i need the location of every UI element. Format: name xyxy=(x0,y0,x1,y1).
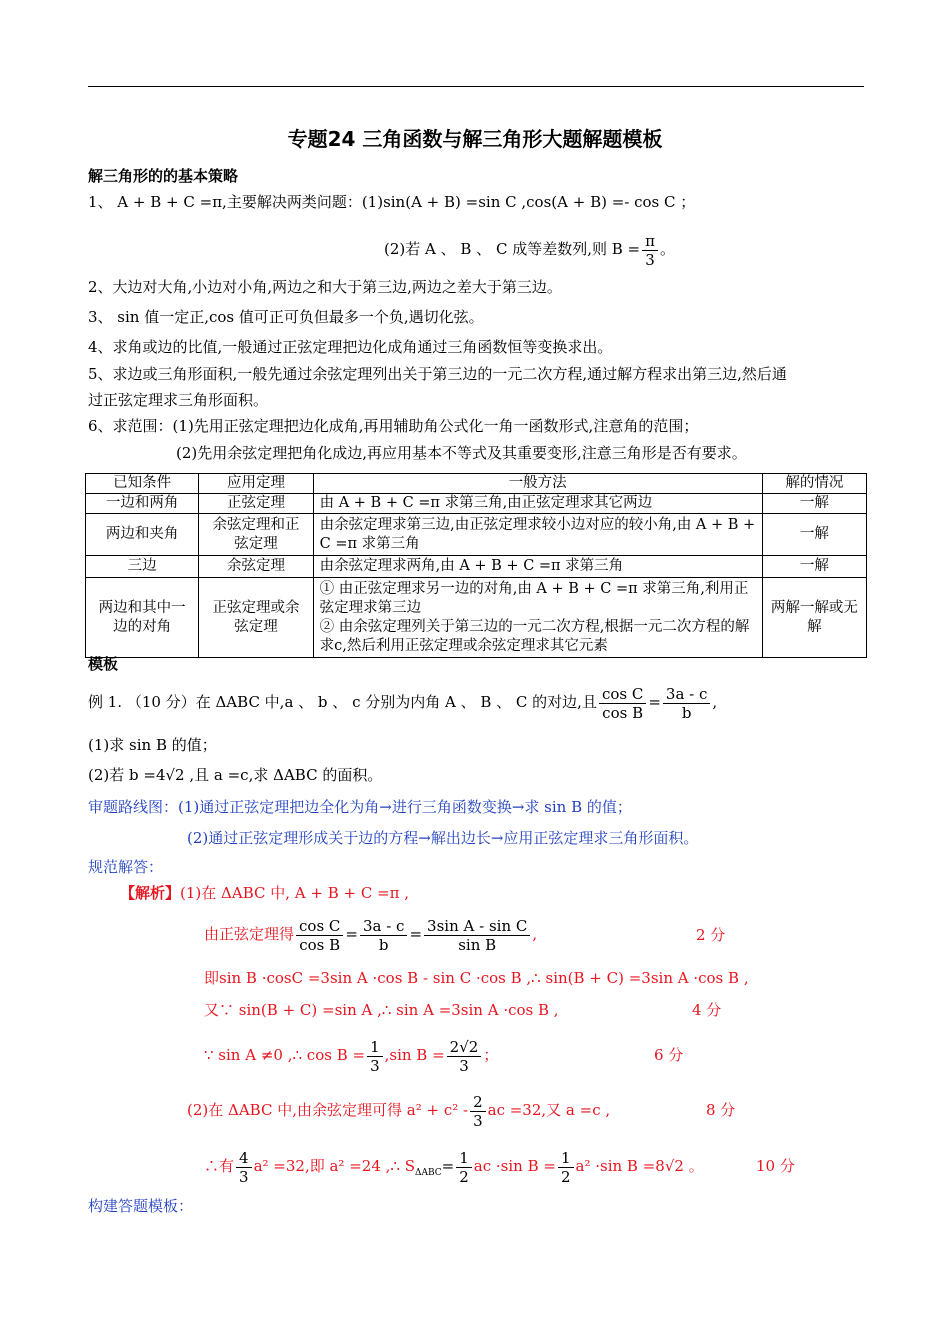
solution-fraction xyxy=(360,917,408,954)
pi-over-3-fraction xyxy=(642,232,658,269)
solution-line-2-text: 由正弦定理得 xyxy=(204,925,295,943)
solution-line-7 xyxy=(204,1144,704,1195)
fraction-numerator: 2√2 xyxy=(447,1038,482,1057)
comma: , xyxy=(532,925,538,943)
semicolon: ； xyxy=(483,1046,499,1064)
table-header-cell: 一般方法 xyxy=(313,474,762,494)
fraction-denominator: 3 xyxy=(370,1056,380,1075)
fraction-numerator: 1 xyxy=(367,1038,383,1057)
solution-fraction xyxy=(424,917,530,954)
fraction-denominator: 3 xyxy=(473,1111,483,1130)
example-1-text: 例 1. （10 分）在 ΔABC 中,a 、 b 、 c 分别为内角 A 、 B 、 C 的对边,且 xyxy=(88,693,597,711)
fraction-numerator: 3a - c xyxy=(663,685,711,704)
fraction-denominator: b xyxy=(681,703,692,722)
solution-method-table xyxy=(85,473,867,658)
fraction-denominator: 2 xyxy=(459,1167,469,1186)
solution-fraction xyxy=(456,1149,472,1186)
solution-line-3: 即sin B ·cosC =3sin A ·cos B - sin C ·cos B ,∴ sin(B + C) =3sin A ·cos B , xyxy=(204,969,749,987)
equals-sign: = xyxy=(648,693,661,711)
build-template-label: 构建答题模板： xyxy=(88,1197,194,1215)
table-cell-condition: 两边和其中一边的对角 xyxy=(86,578,199,658)
table-cell-method: 由余弦定理求两角,由 A + B + C =π 求第三角 xyxy=(313,556,762,578)
fraction-denominator: cos B xyxy=(299,935,341,954)
table-header-row xyxy=(86,474,867,494)
fraction-denominator: sin B xyxy=(458,935,497,954)
table-row xyxy=(86,578,867,658)
strategy-item-1: 1、 A + B + C =π,主要解决两类问题：(1)sin(A + B) =sin C ,cos(A + B) =- cos C ； xyxy=(88,193,696,211)
page-title: 专题24 三角函数与解三角形大题解题模板 xyxy=(287,127,663,151)
strategy-item-1-sub-text: (2)若 A 、 B 、 C 成等差数列,则 B = xyxy=(384,240,641,258)
strategy-item-2: 2、大边对大角,小边对小角,两边之和大于第三边,两边之差大于第三边。 xyxy=(88,278,562,296)
solution-line-7-mid-2: ac ·sin B = xyxy=(473,1157,556,1175)
solution-line-5 xyxy=(204,1033,498,1077)
fraction-numerator: 1 xyxy=(558,1149,574,1168)
table-row xyxy=(86,494,867,514)
solution-line-6 xyxy=(187,1088,610,1132)
example-fraction-cos xyxy=(599,685,646,722)
solution-tag: 【解析】 xyxy=(120,884,181,902)
equals-sign: = xyxy=(441,1157,455,1175)
table-cell-condition: 两边和夹角 xyxy=(86,514,199,556)
solution-line-5-text: ∵ sin A ≠0 ,∴ cos B = xyxy=(204,1046,366,1064)
comma: , xyxy=(712,693,718,711)
solution-fraction xyxy=(236,1149,252,1186)
table-row xyxy=(86,514,867,556)
fraction-numerator: 4 xyxy=(236,1149,252,1168)
score-8: 8 分 xyxy=(706,1101,736,1119)
fraction-numerator: 1 xyxy=(456,1149,472,1168)
solution-line-7-mid: a² =32,即 a² =24 ,∴ S xyxy=(253,1157,415,1175)
table-cell-method: 由 A + B + C =π 求第三角,由正弦定理求其它两边 xyxy=(313,494,762,514)
fraction-numerator: π xyxy=(642,232,658,251)
equals-sign: = xyxy=(409,925,423,943)
table-cell-theorem: 正弦定理或余弦定理 xyxy=(199,578,313,658)
solution-fraction xyxy=(447,1038,482,1075)
table-cell-condition: 一边和两角 xyxy=(86,494,199,514)
route-line-2: (2)通过正弦定理形成关于边的方程→解出边长→应用正弦定理求三角形面积。 xyxy=(187,829,699,847)
table-header-cell: 已知条件 xyxy=(86,474,199,494)
header-rule xyxy=(88,86,864,87)
fraction-denominator: 2 xyxy=(560,1167,571,1186)
strategy-item-6-line-2: (2)先用余弦定理把角化成边,再应用基本不等式及其重要变形,注意三角形是否有要求。 xyxy=(176,444,747,462)
strategy-item-1-sub xyxy=(384,228,675,270)
score-6: 6 分 xyxy=(654,1046,684,1064)
template-heading: 模板 xyxy=(88,655,119,673)
fraction-denominator: 3 xyxy=(459,1056,469,1075)
table-header-cell: 解的情况 xyxy=(762,474,866,494)
table-method-option-2: ② 由余弦定理列关于第三边的一元二次方程,根据一元二次方程的解求c,然后利用正弦定理或余弦定理求其它元素 xyxy=(319,618,750,654)
fraction-numerator: cos C xyxy=(599,685,646,704)
table-method-option-1: ① 由正弦定理求另一边的对角,由 A + B + C =π 求第三角,利用正弦定理求第三边 xyxy=(319,580,749,616)
table-cell-theorem: 余弦定理 xyxy=(199,556,313,578)
question-1: (1)求 sin B 的值； xyxy=(88,736,217,754)
fraction-denominator: 3 xyxy=(645,250,655,269)
solution-line-1 xyxy=(120,883,409,903)
table-cell-theorem: 余弦定理和正弦定理 xyxy=(199,514,313,556)
fraction-denominator: b xyxy=(378,935,389,954)
solution-fraction xyxy=(367,1038,383,1075)
solution-line-7-text: ∴有 xyxy=(204,1157,235,1175)
solution-line-1-text: (1)在 ΔABC 中, A + B + C =π , xyxy=(180,884,410,902)
table-row xyxy=(86,556,867,578)
table-cell-theorem: 正弦定理 xyxy=(199,494,313,514)
strategy-item-5-line-1: 5、求边或三角形面积,一般先通过余弦定理列出关于第三边的一元二次方程,通过解方程求出第三边,然后通 xyxy=(88,365,787,383)
score-2: 2 分 xyxy=(696,926,726,944)
fraction-numerator: 2 xyxy=(470,1093,486,1112)
solution-fraction xyxy=(558,1149,574,1186)
fraction-numerator: 3a - c xyxy=(360,917,408,936)
solution-line-7-end: a² ·sin B =8√2 。 xyxy=(575,1157,704,1175)
table-cell-result: 一解 xyxy=(762,494,866,514)
table-header-cell: 应用定理 xyxy=(199,474,313,494)
strategy-item-4: 4、求角或边的比值,一般通过正弦定理把边化成角通过三角函数恒等变换求出。 xyxy=(88,338,613,356)
strategy-item-1-end: 。 xyxy=(659,240,675,258)
score-4: 4 分 xyxy=(692,1001,722,1019)
table-cell-result: 两解一解或无解 xyxy=(762,578,866,658)
fraction-denominator: cos B xyxy=(602,703,644,722)
equals-sign: = xyxy=(345,925,358,943)
solution-line-2 xyxy=(204,912,537,956)
question-2: (2)若 b =4√2 ,且 a =c,求 ΔABC 的面积。 xyxy=(88,766,383,784)
solution-fraction xyxy=(470,1093,486,1130)
table-cell-result: 一解 xyxy=(762,556,866,578)
table-cell-condition: 三边 xyxy=(86,556,199,578)
solution-line-5-mid: ,sin B = xyxy=(384,1046,445,1064)
score-10: 10 分 xyxy=(756,1157,795,1175)
strategy-item-3: 3、 sin 值一定正,cos 值可正可负但最多一个负,遇切化弦。 xyxy=(88,308,484,326)
example-fraction-sides xyxy=(663,685,711,722)
fraction-numerator: cos C xyxy=(296,917,343,936)
table-cell-method: 由余弦定理求第三边,由正弦定理求较小边对应的较小角,由 A + B + C =π 求第三角 xyxy=(313,514,762,556)
route-line-1: 审题路线图：(1)通过正弦定理把边全化为角→进行三角函数变换→求 sin B 的值； xyxy=(88,798,632,816)
example-1-statement xyxy=(88,680,717,724)
solution-line-6-end: ac =32,又 a =c , xyxy=(487,1101,611,1119)
strategy-heading: 解三角形的的基本策略 xyxy=(88,167,239,185)
strategy-item-6-line-1: 6、求范围：(1)先用正弦定理把边化成角,再用辅助角公式化一角一函数形式,注意角的范围； xyxy=(88,417,699,435)
strategy-item-5-line-2: 过正弦定理求三角形面积。 xyxy=(88,391,269,409)
fraction-denominator: 3 xyxy=(239,1167,249,1186)
solution-line-6-text: (2)在 ΔABC 中,由余弦定理可得 a² + c² - xyxy=(187,1101,469,1119)
area-subscript: ΔABC xyxy=(414,1168,442,1178)
table-cell-result: 一解 xyxy=(762,514,866,556)
solution-line-4: 又∵ sin(B + C) =sin A ,∴ sin A =3sin A ·cos B , xyxy=(204,1001,559,1019)
solution-fraction xyxy=(296,917,343,954)
table-cell-method xyxy=(313,578,762,658)
fraction-numerator: 3sin A - sin C xyxy=(424,917,530,936)
answer-label: 规范解答： xyxy=(88,858,164,876)
